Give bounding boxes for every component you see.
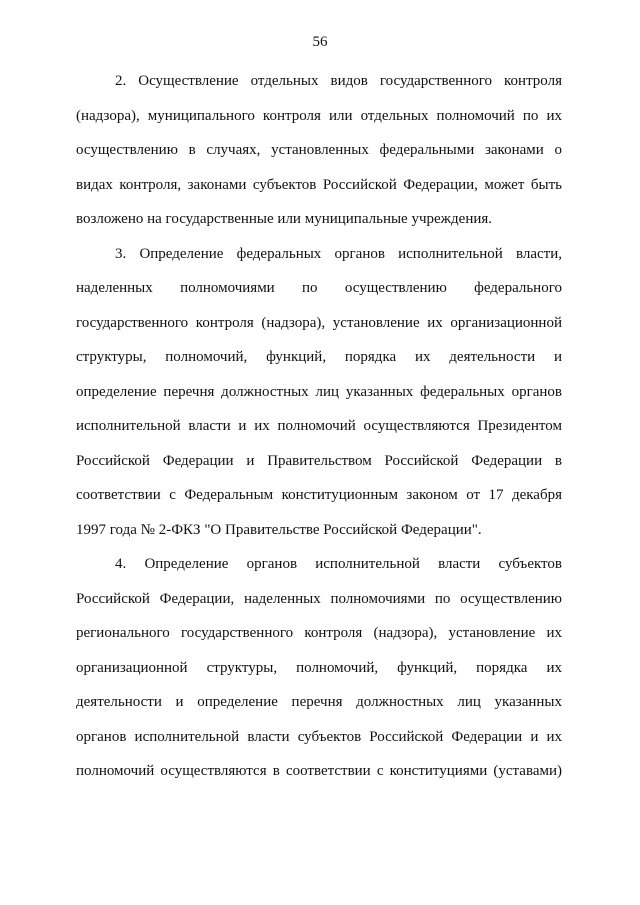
text-line: 1997 года № 2-ФКЗ "О Правительстве Российской Федерации".: [76, 521, 482, 538]
page-number: 56: [312, 34, 328, 50]
text-line: 2. Осуществление отдельных видов государственного контроля: [115, 73, 562, 89]
document-body: [76, 64, 562, 789]
text-line: органов исполнительной власти субъектов Российской Федерации и их: [76, 728, 562, 745]
text-line: видах контроля, законами субъектов Российской Федерации, может быть: [76, 176, 562, 193]
text-line: наделенных полномочиями по осуществлению федерального: [76, 280, 562, 296]
text-line: исполнительной власти и их полномочий осуществляются Президентом: [76, 418, 562, 434]
text-line: регионального государственного контроля (надзора), установление их: [76, 625, 562, 641]
text-line: возложено на государственные или муниципальные учреждения.: [76, 211, 493, 227]
text-line: структуры, полномочий, функций, порядка их деятельности и: [76, 349, 562, 365]
paragraph-3: [76, 237, 562, 548]
text-line: организационной структуры, полномочий, функций, порядка их: [76, 659, 562, 676]
text-line: осуществлению в случаях, установленных федеральными законами о: [76, 142, 562, 158]
text-line: (надзора), муниципального контроля или отдельных полномочий по их: [76, 107, 562, 124]
paragraph-2: [76, 64, 562, 237]
text-line: 4. Определение органов исполнительной власти субъектов: [115, 556, 562, 572]
paragraph-4: [76, 547, 562, 789]
text-line: Российской Федерации, наделенных полномочиями по осуществлению: [76, 590, 562, 607]
text-line: определение перечня должностных лиц указанных федеральных органов: [76, 383, 562, 400]
text-line: полномочий осуществляются в соответствии с конституциями (уставами): [76, 763, 562, 779]
text-line: деятельности и определение перечня должностных лиц указанных: [76, 694, 562, 710]
text-line: Российской Федерации и Правительством Российской Федерации в: [76, 452, 562, 469]
text-line: соответствии с Федеральным конституционным законом от 17 декабря: [76, 487, 562, 503]
text-line: 3. Определение федеральных органов исполнительной власти,: [115, 245, 562, 262]
text-line: государственного контроля (надзора), установление их организационной: [76, 314, 562, 331]
